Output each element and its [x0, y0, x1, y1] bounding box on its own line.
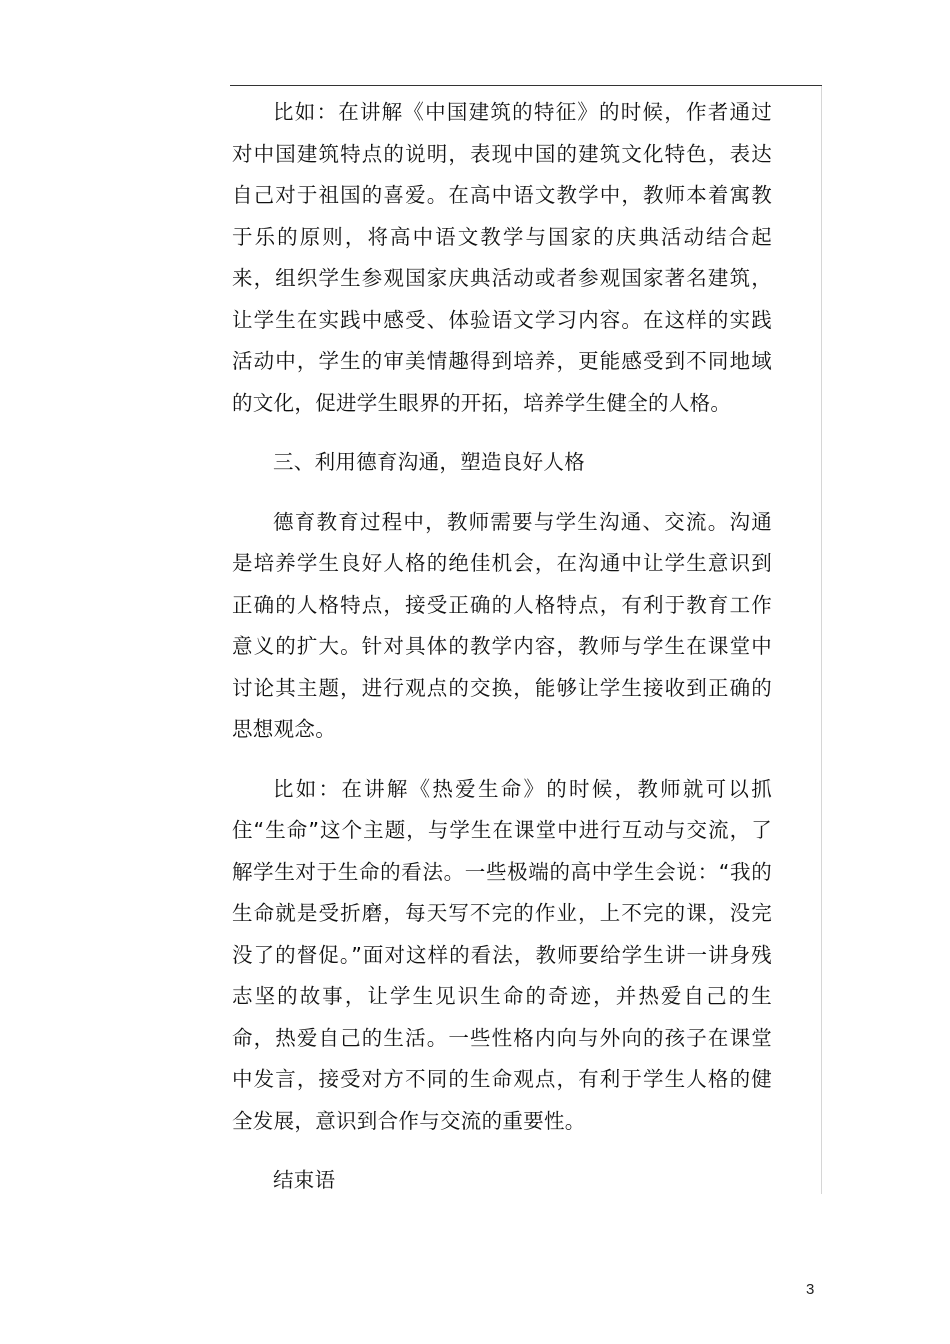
page-number: 3	[806, 1281, 815, 1298]
right-margin-rule	[821, 86, 822, 1194]
section-heading-conclusion: 结束语	[273, 1168, 336, 1192]
paragraph-moral-communication: 德育教育过程中，教师需要与学生沟通、交流。沟通是培养学生良好人格的绝佳机会，在沟通中让学生意识到正确的人格特点，接受正确的人格特点，有利于教育工作意义的扩大。针对具体的教学内容，教师与学生在课堂中讨论其主题，进行观点的交换，能够让学生接收到正确的思想观念。	[232, 509, 772, 741]
document-body	[232, 92, 772, 1202]
paragraph-example-architecture: 比如：在讲解《中国建筑的特征》的时候，作者通过对中国建筑特点的说明，表现中国的建筑文化特色，表达自己对于祖国的喜爱。在高中语文教学中，教师本着寓教于乐的原则，将高中语文教学与国家的庆典活动结合起来，组织学生参观国家庆典活动或者参观国家著名建筑，让学生在实践中感受、体验语文学习内容。在这样的实践活动中，学生的审美情趣得到培养，更能感受到不同地域的文化，促进学生眼界的开拓，培养学生健全的人格。	[232, 100, 772, 415]
section-heading-3: 三、利用德育沟通，塑造良好人格	[273, 450, 585, 474]
paragraph-example-life: 比如：在讲解《热爱生命》的时候，教师就可以抓住“生命”这个主题，与学生在课堂中进行互动与交流，了解学生对于生命的看法。一些极端的高中学生会说：“我的生命就是受折磨，每天写不完的作业，上不完的课，没完没了的督促。”面对这样的看法，教师要给学生讲一讲身残志坚的故事，让学生见识生命的奇迹，并热爱自己的生命，热爱自己的生活。一些性格内向与外向的孩子在课堂中发言，接受对方不同的生命观点，有利于学生人格的健全发展，意识到合作与交流的重要性。	[232, 776, 772, 1133]
header-rule	[230, 85, 822, 86]
